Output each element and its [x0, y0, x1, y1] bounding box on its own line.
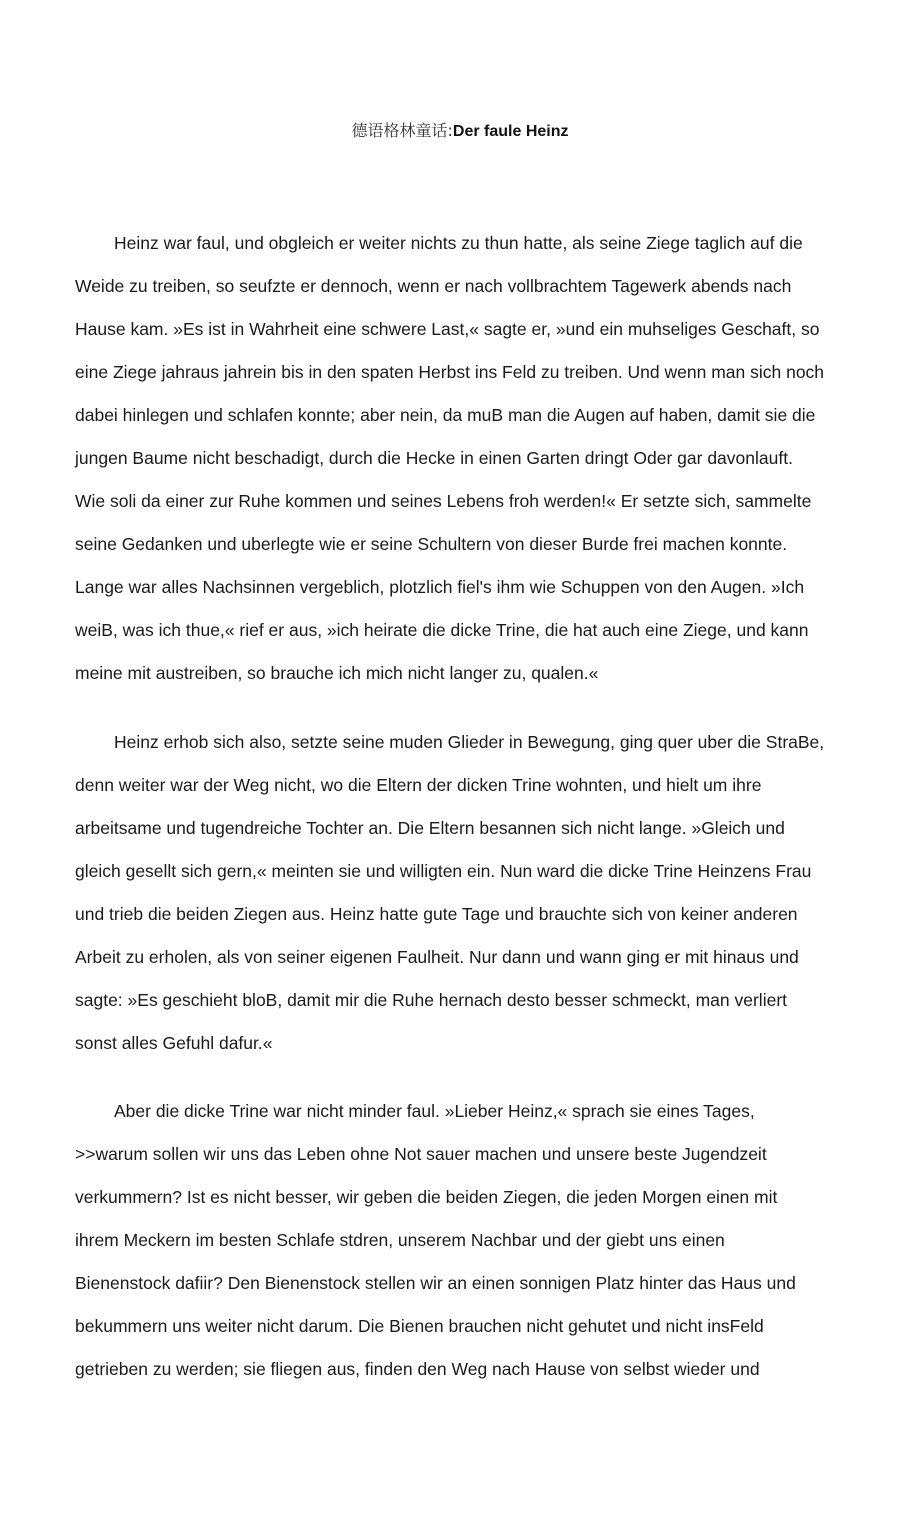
text-line: sagte: »Es geschieht bloB, damit mir die Ruhe hernach desto besser schmeckt, man verliert: [75, 990, 788, 1010]
paragraph-3: [75, 1090, 865, 1391]
text-line: Wie soli da einer zur Ruhe kommen und seines Lebens froh werden!« Er setzte sich, sammelte: [75, 491, 812, 511]
text-line: Hause kam. »Es ist in Wahrheit eine schwere Last,« sagte er, »und ein muhseliges Geschaft, so: [75, 319, 820, 339]
text-line: bekummern uns weiter nicht darum. Die Bienen brauchen nicht gehutet und nicht insFeld: [75, 1316, 764, 1336]
text-line: verkummern? Ist es nicht besser, wir geben die beiden Ziegen, die jeden Morgen einen mit: [75, 1187, 778, 1207]
text-line: Lange war alles Nachsinnen vergeblich, plotzlich fiel's ihm wie Schuppen von den Augen. »Ich: [75, 577, 805, 597]
text-line: Weide zu treiben, so seufzte er dennoch, wenn er nach vollbrachtem Tagewerk abends nach: [75, 276, 792, 296]
text-line: denn weiter war der Weg nicht, wo die Eltern der dicken Trine wohnten, und hielt um ihre: [75, 775, 762, 795]
text-line: sonst alles Gefuhl dafur.«: [75, 1033, 273, 1053]
text-line: gleich gesellt sich gern,« meinten sie und willigten ein. Nun ward die dicke Trine Heinzens Frau: [75, 861, 812, 881]
text-line: jungen Baume nicht beschadigt, durch die Hecke in einen Garten dringt Oder gar davonlauft.: [75, 448, 793, 468]
title-german: Der faule Heinz: [452, 123, 569, 140]
text-line: Bienenstock dafiir? Den Bienenstock stellen wir an einen sonnigen Platz hinter das Haus und: [75, 1273, 796, 1293]
text-line: Heinz erhob sich also, setzte seine muden Glieder in Bewegung, ging quer uber die StraBe,: [114, 732, 825, 752]
text-line: meine mit austreiben, so brauche ich mich nicht langer zu, qualen.«: [75, 663, 599, 683]
text-line: Aber die dicke Trine war nicht minder faul. »Lieber Heinz,« sprach sie eines Tages,: [114, 1101, 755, 1121]
text-line: getrieben zu werden; sie fliegen aus, finden den Weg nach Hause von selbst wieder und: [75, 1359, 760, 1379]
text-line: Heinz war faul, und obgleich er weiter nichts zu thun hatte, als seine Ziege taglich auf die: [114, 233, 803, 253]
page-title: [0, 120, 920, 143]
paragraph-1: [75, 222, 865, 695]
title-chinese: 德语格林童话:: [351, 121, 453, 140]
text-line: dabei hinlegen und schlafen konnte; aber nein, da muB man die Augen auf haben, damit sie die: [75, 405, 816, 425]
text-line: Arbeit zu erholen, als von seiner eigenen Faulheit. Nur dann und wann ging er mit hinaus und: [75, 947, 799, 967]
text-line: seine Gedanken und uberlegte wie er seine Schultern von dieser Burde frei machen konnte.: [75, 534, 788, 554]
paragraph-2: [75, 721, 865, 1065]
text-line: ihrem Meckern im besten Schlafe stdren, unserem Nachbar und der giebt uns einen: [75, 1230, 725, 1250]
text-line: weiB, was ich thue,« rief er aus, »ich heirate die dicke Trine, die hat auch eine Ziege, und kann: [75, 620, 809, 640]
text-line: eine Ziege jahraus jahrein bis in den spaten Herbst ins Feld zu treiben. Und wenn man sich noch: [75, 362, 825, 382]
text-line: und trieb die beiden Ziegen aus. Heinz hatte gute Tage und brauchte sich von keiner anderen: [75, 904, 798, 924]
text-line: arbeitsame und tugendreiche Tochter an. Die Eltern besannen sich nicht lange. »Gleich und: [75, 818, 785, 838]
text-line: >>warum sollen wir uns das Leben ohne Not sauer machen und unsere beste Jugendzeit: [75, 1144, 767, 1164]
